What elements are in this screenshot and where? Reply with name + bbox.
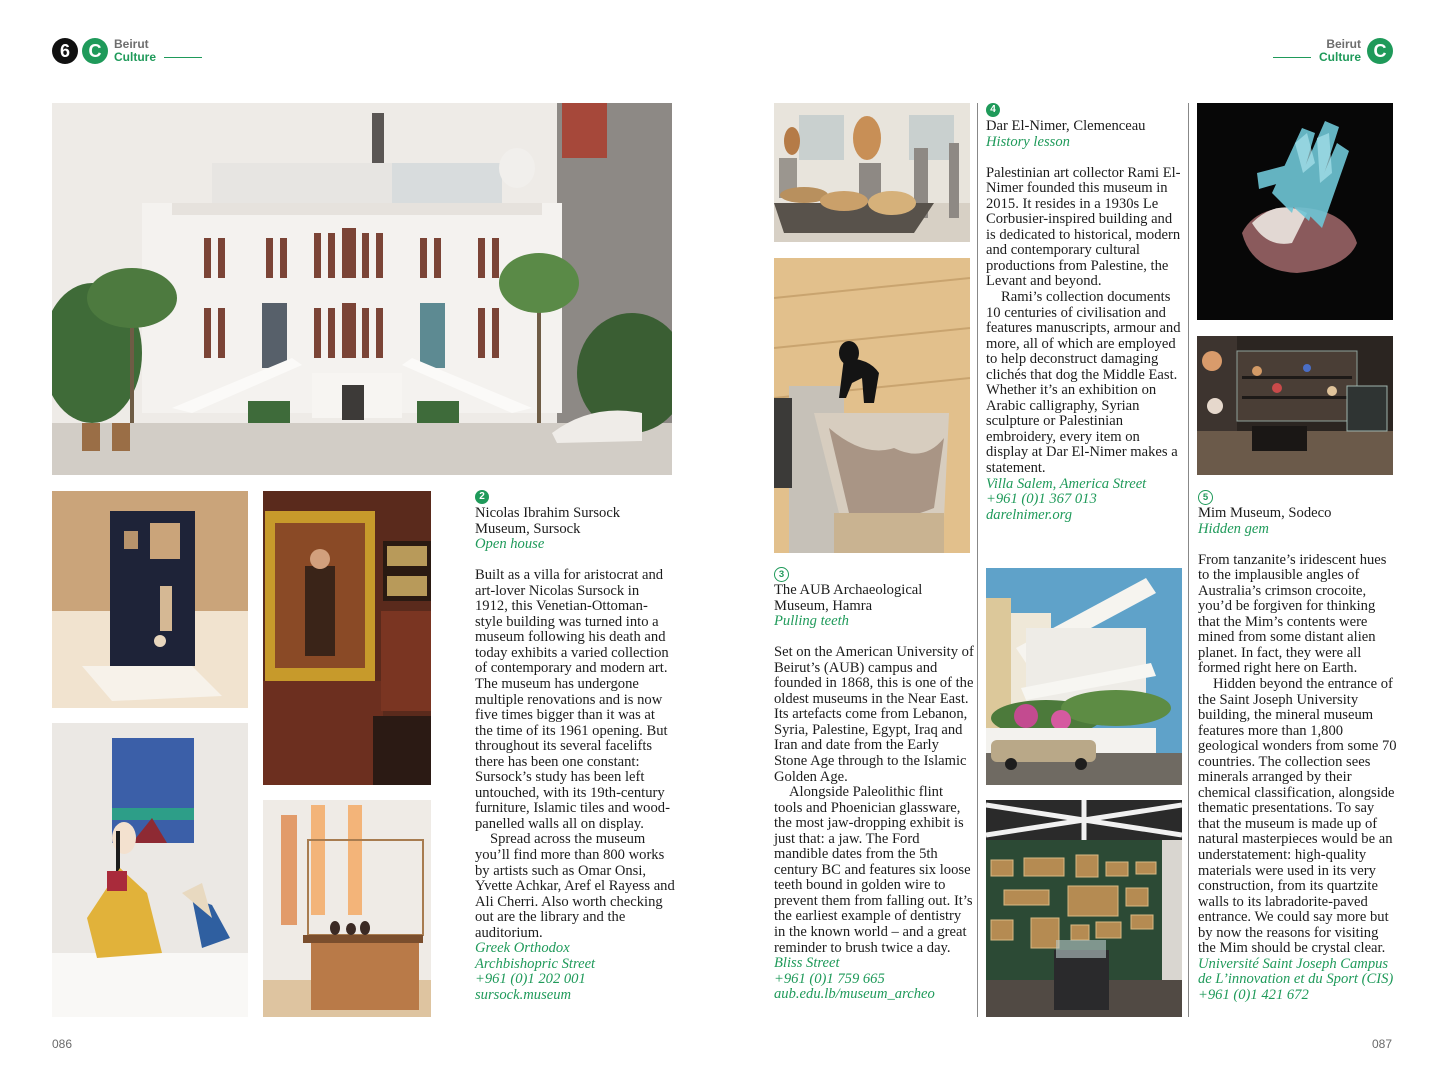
venue-phone[interactable]: +961 (0)1 202 001 — [475, 971, 586, 988]
body-paragraph: Built as a villa for aristocrat and art-lover Nicolas Sursock in 1912, this Venetian-Ottoman-style building was turned into a museum following his death and today exhibits a varied collection of contemporary and modern art. The museum has undergone multiple renovations and is now five times bigger than it was at the time of its 1961 opening. But throughout its several facelifts there has been one constant: Sursock’s study has been left untouched, with its 19th-century furniture, Islamic tiles and wood-panelled walls all on display. — [475, 567, 670, 832]
venue-tagline: Hidden gem — [1198, 520, 1269, 537]
entry-number-badge: 5 — [1198, 490, 1213, 505]
sursock-portrait-image — [263, 491, 431, 785]
body-paragraph: Alongside Paleolithic flint tools and Phoenician glassware, the most jaw-dropping exhibit is just that: a jaw. The Ford mandible dates from the 5th century BC and features six loose teeth bound in golden wire to prevent them from falling out. It’s the earliest example of dentistry in the known world – and a great reminder to brush twice a day. — [774, 784, 973, 956]
aub-gallery-image — [774, 103, 970, 242]
header-city: Beirut — [114, 37, 149, 51]
body-paragraph: Palestinian art collector Rami El-Nimer founded this museum in 2015. It resides in a 1930s Le Corbusier-inspired building and is dedicated to historical, modern and contemporary cultural productions from Palestine, the Levant and beyond. — [986, 164, 1181, 290]
dar-el-nimer-building-image — [986, 568, 1182, 785]
venue-name-line2: Museum, Sursock — [475, 520, 581, 537]
photo-calligraphy-gallery — [986, 800, 1182, 1017]
header-text-right — [1319, 38, 1361, 64]
sursock-facade-image — [52, 103, 672, 475]
entry-number-badge: 4 — [986, 103, 1000, 117]
venue-address: Greek Orthodox — [475, 940, 570, 957]
entry-aub-museum — [774, 567, 974, 1003]
black-cat-image — [774, 258, 970, 553]
venue-address-line2: Archbishopric Street — [475, 955, 596, 972]
body-paragraph: Rami’s collection documents 10 centuries of civilisation and features manuscripts, armour and more, all of which are employed to help deconstruct damaging clichés that dog the Middle East. Whether it’s an exhibition on Arabic calligraphy, Syrian sculpture or Palestinian embroidery, every item on display at Dar El-Nimer makes a statement. — [986, 288, 1181, 476]
dark-sculpture-image — [52, 491, 248, 708]
entry-number-badge: 3 — [774, 567, 789, 582]
body-paragraph: Set on the American University of Beirut’s (AUB) campus and founded in 1868, this is one of the oldest museums in the Near East. Its artefacts come from Lebanon, Syria, Palestine, Egypt, Iraq and Iran and date from the Early Stone Age through to the Islamic Golden Age. — [774, 644, 974, 785]
photo-display-case — [263, 800, 431, 1017]
display-case-image — [263, 800, 431, 1017]
venue-name: Dar El-Nimer, Clemenceau — [986, 118, 1146, 134]
venue-address: Villa Salem, America Street — [986, 475, 1147, 492]
photo-sursock-portrait — [263, 491, 431, 785]
body-paragraph: From tanzanite’s iridescent hues to the implausible angles of Australia’s crimson crocoite, you’d be forgiven for thinking that the Mim’s contents were mined from some distant alien planet. In fact, they were all formed right here on Earth. — [1198, 551, 1387, 677]
venue-website[interactable]: darelnimer.org — [986, 506, 1073, 523]
photo-painted-figures — [52, 723, 248, 1017]
photo-mineral-displays — [1197, 336, 1393, 475]
photo-black-cat — [774, 258, 970, 553]
header-section: Culture — [1319, 50, 1361, 64]
running-header-right — [1273, 38, 1393, 64]
mineral-displays-image — [1197, 336, 1393, 475]
venue-name-line2: Museum, Hamra — [774, 597, 873, 614]
venue-name: The AUB Archaeological — [774, 582, 923, 598]
calligraphy-gallery-image — [986, 800, 1182, 1017]
venue-address-line2: de L’innovation et du Sport (CIS) — [1198, 971, 1394, 988]
venue-address: Université Saint Joseph Campus — [1198, 955, 1389, 972]
running-header-left — [52, 38, 202, 64]
header-city: Beirut — [1326, 37, 1361, 51]
header-section: Culture — [114, 50, 156, 64]
venue-tagline: History lesson — [986, 133, 1070, 150]
entry-sursock-museum — [475, 490, 675, 1003]
section-c-icon: C — [82, 38, 108, 64]
page-number-left: 086 — [52, 1037, 73, 1051]
body-paragraph: Hidden beyond the entrance of the Saint Joseph University building, the mineral museum features more than 1,800 geological wonders from some 70 countries. The collection sees minerals arranged by their chemical classification, alongside thematic presentations. To say that the museum is made up of natural masterpieces would be an understatement: high-quality materials were used in its very construction, from its quartzite walls to its labradorite-paved entrance. We could say more but by now the reasons for visiting the Mim should be crystal clear. — [1198, 675, 1397, 957]
page-number-right: 087 — [1372, 1037, 1393, 1051]
header-rule-left — [164, 57, 202, 59]
venue-phone[interactable]: +961 (0)1 759 665 — [774, 970, 885, 987]
column-divider — [1188, 103, 1189, 1017]
photo-aub-gallery — [774, 103, 970, 242]
photo-sursock-facade — [52, 103, 672, 475]
venue-tagline: Open house — [475, 536, 545, 553]
painted-figures-image — [52, 723, 248, 1017]
entry-dar-el-nimer — [986, 103, 1184, 523]
venue-phone[interactable]: +961 (0)1 421 672 — [1198, 986, 1309, 1003]
photo-aquamarine-crystal — [1197, 103, 1393, 320]
photo-dar-el-nimer-building — [986, 568, 1182, 785]
venue-tagline: Pulling teeth — [774, 613, 849, 630]
venue-address: Bliss Street — [774, 955, 840, 972]
section-c-icon: C — [1367, 38, 1393, 64]
entry-number-badge: 2 — [475, 490, 489, 504]
venue-phone[interactable]: +961 (0)1 367 013 — [986, 491, 1097, 508]
venue-website[interactable]: sursock.museum — [475, 986, 572, 1003]
entry-mim-museum — [1198, 490, 1398, 1003]
venue-website[interactable]: aub.edu.lb/museum_archeo — [774, 986, 935, 1003]
header-rule-right — [1273, 57, 1311, 59]
header-text-left — [114, 38, 156, 64]
venue-name: Mim Museum, Sodeco — [1198, 505, 1332, 521]
aquamarine-crystal-image — [1197, 103, 1393, 320]
photo-dark-sculpture — [52, 491, 248, 708]
chapter-number-badge: 6 — [52, 38, 78, 64]
column-divider — [977, 103, 978, 1017]
venue-name: Nicolas Ibrahim Sursock — [475, 505, 621, 521]
body-paragraph: Spread across the museum you’ll find more than 800 works by artists such as Omar Onsi, Yvette Achkar, Aref el Rayess and Ali Cherri. Also worth checking out are the library and the auditorium. — [475, 831, 675, 941]
